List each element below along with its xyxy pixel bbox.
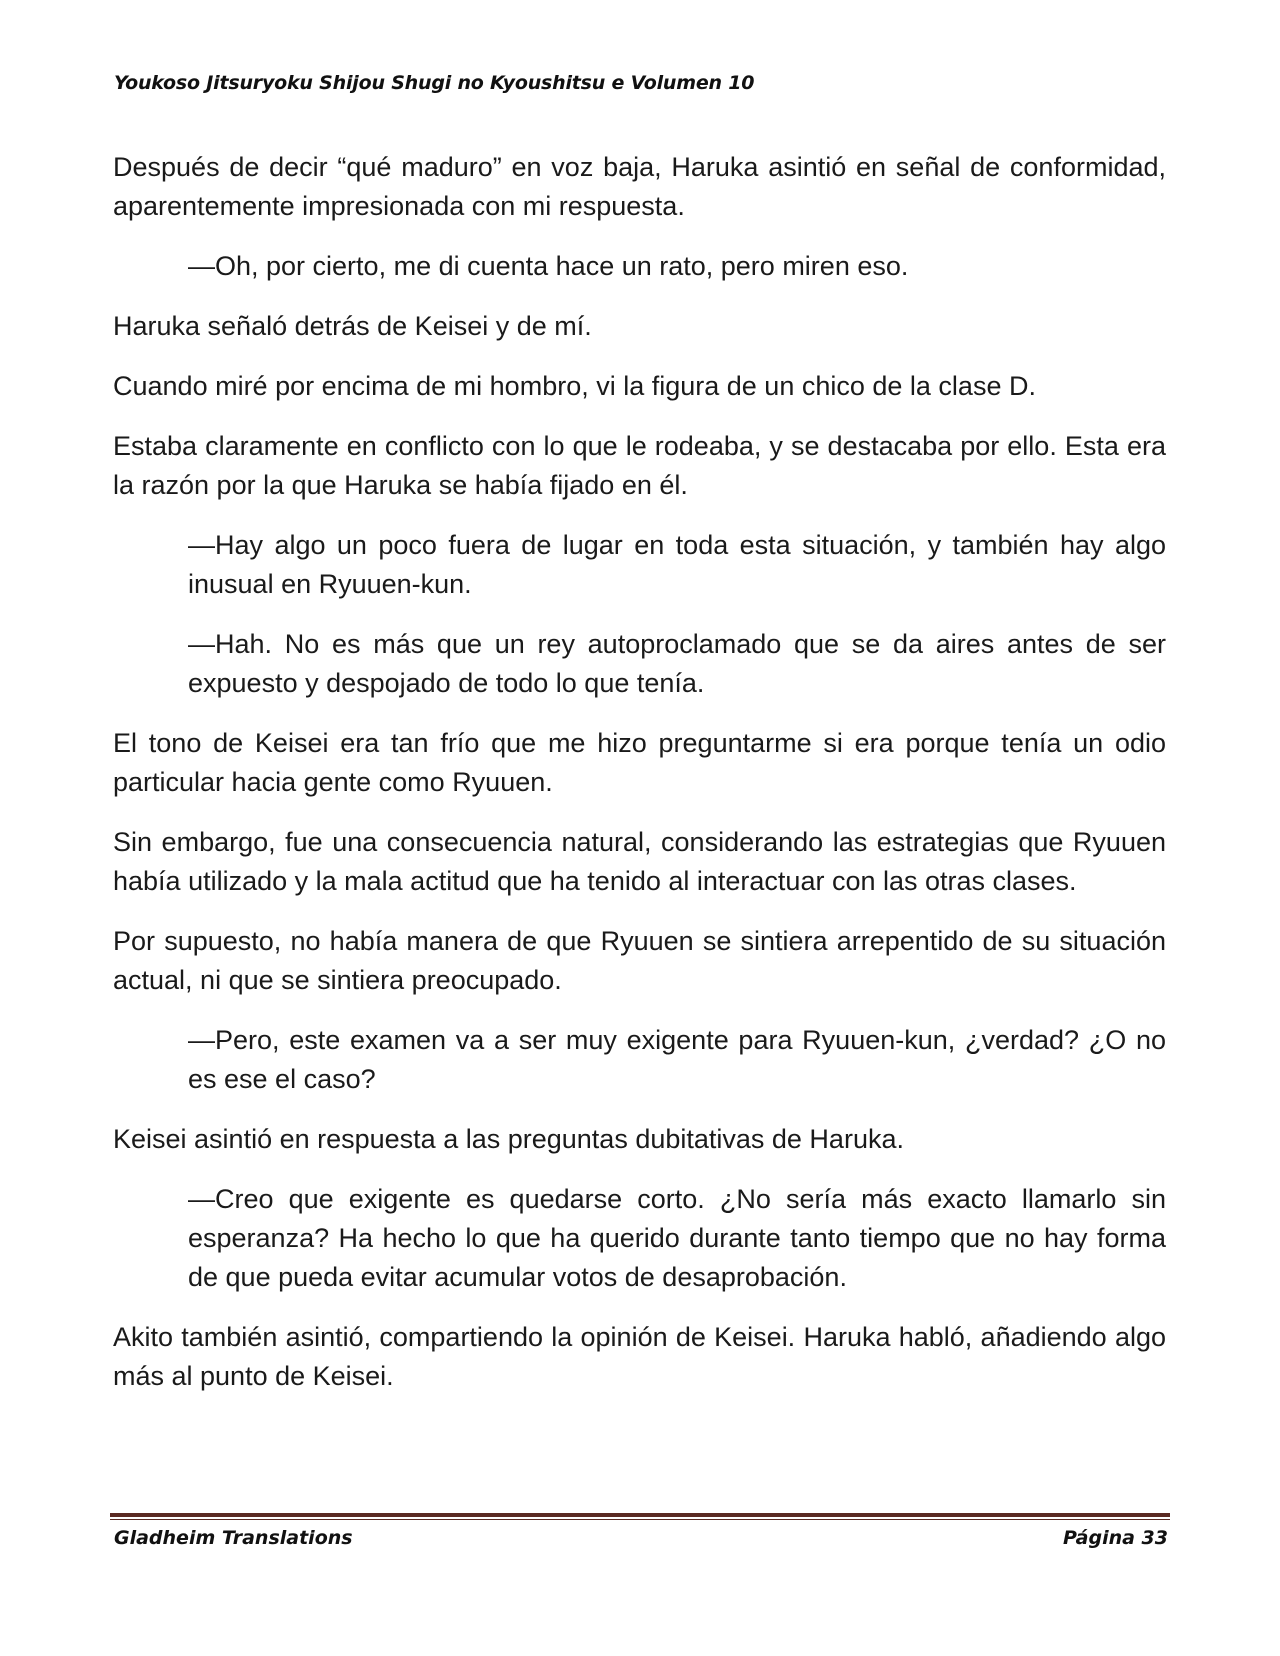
dialogue-paragraph: —Creo que exigente es quedarse corto. ¿No sería más exacto llamarlo sin esperanza? Ha hecho lo que ha querido durante tanto tiempo que no hay forma de que pueda evitar acumular votos de desaprobación. [188,1184,1166,1292]
paragraph: Akito también asintió, compartiendo la opinión de Keisei. Haruka habló, añadiendo algo más al punto de Keisei. [113,1322,1166,1391]
page-header-title: Youkoso Jitsuryoku Shijou Shugi no Kyoushitsu e Volumen 10 [114,72,755,94]
page-body [113,148,1166,1417]
paragraph: Haruka señaló detrás de Keisei y de mí. [113,311,592,341]
paragraph: Keisei asintió en respuesta a las preguntas dubitativas de Haruka. [113,1124,904,1154]
footer-translator: Gladheim Translations [114,1527,353,1549]
footer-divider-thin [110,1519,1170,1520]
paragraph: Estaba claramente en conflicto con lo que le rodeaba, y se destacaba por ello. Esta era la razón por la que Haruka se había fijado en él. [113,431,1166,500]
dialogue-paragraph: —Oh, por cierto, me di cuenta hace un rato, pero miren eso. [188,251,909,281]
paragraph: Después de decir “qué maduro” en voz baja, Haruka asintió en señal de conformidad, aparentemente impresionada con mi respuesta. [113,152,1166,221]
paragraph: El tono de Keisei era tan frío que me hizo preguntarme si era porque tenía un odio particular hacia gente como Ryuuen. [113,728,1166,797]
paragraph: Por supuesto, no había manera de que Ryuuen se sintiera arrepentido de su situación actual, ni que se sintiera preocupado. [113,926,1166,995]
footer-page-number: Página 33 [1062,1527,1168,1549]
footer-divider [110,1513,1170,1517]
dialogue-paragraph: —Pero, este examen va a ser muy exigente para Ryuuen-kun, ¿verdad? ¿O no es ese el caso? [188,1025,1166,1094]
paragraph: Cuando miré por encima de mi hombro, vi la figura de un chico de la clase D. [113,371,1036,401]
dialogue-paragraph: —Hay algo un poco fuera de lugar en toda esta situación, y también hay algo inusual en Ryuuen-kun. [188,530,1166,599]
paragraph: Sin embargo, fue una consecuencia natural, considerando las estrategias que Ryuuen había utilizado y la mala actitud que ha tenido al interactuar con las otras clases. [113,827,1166,896]
dialogue-paragraph: —Hah. No es más que un rey autoproclamado que se da aires antes de ser expuesto y despojado de todo lo que tenía. [188,629,1166,698]
